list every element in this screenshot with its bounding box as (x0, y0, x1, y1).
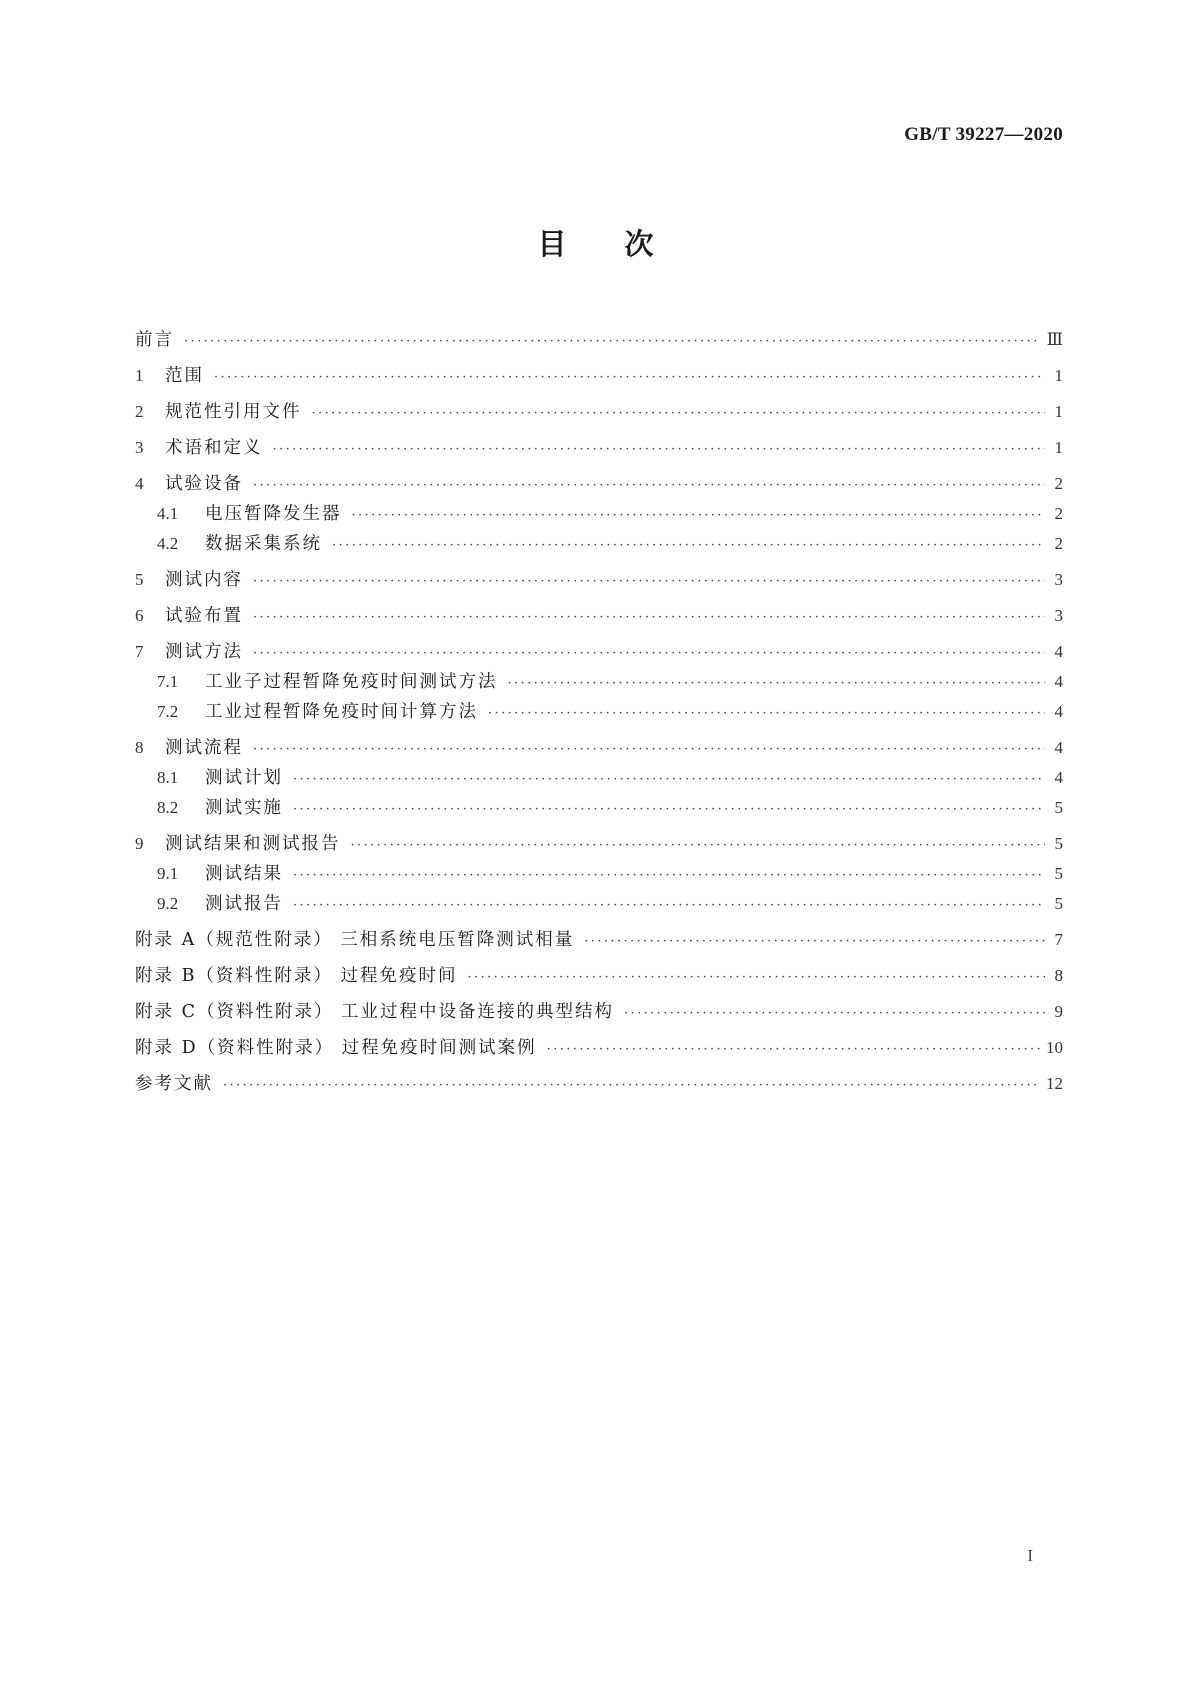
toc-entry-page: 8 (1054, 966, 1063, 985)
toc-entry-label: 测试内容 (165, 570, 243, 590)
toc-entry-page: 7 (1054, 930, 1063, 949)
toc-entry-page: 10 (1046, 1038, 1063, 1057)
toc-subentry[interactable] (135, 890, 1063, 920)
toc-entry[interactable] (135, 326, 1063, 356)
toc-dot-leader (468, 970, 1046, 985)
toc-entry[interactable] (135, 566, 1063, 596)
toc-dot-leader (351, 838, 1046, 853)
toc-dot-leader (293, 772, 1045, 787)
toc-dot-leader (293, 802, 1045, 817)
toc-dot-leader (293, 898, 1045, 913)
toc-entry-label: 工业过程暂降免疫时间计算方法 (205, 702, 478, 722)
toc-entry-label: 测试结果和测试报告 (165, 834, 341, 854)
toc-entry-page: 1 (1054, 402, 1063, 421)
toc-entry-label: 电压暂降发生器 (205, 504, 342, 524)
toc-entry[interactable] (135, 1070, 1063, 1100)
toc-entry-page: 3 (1054, 570, 1063, 589)
toc-entry-label: 测试方法 (165, 642, 243, 662)
toc-dot-leader (253, 610, 1045, 625)
toc-entry[interactable] (135, 830, 1063, 860)
toc-entry[interactable] (135, 962, 1063, 992)
toc-entry[interactable] (135, 998, 1063, 1028)
toc-dot-leader (253, 742, 1045, 757)
toc-entry-page: 4 (1054, 642, 1063, 661)
toc-entry-page: 2 (1054, 534, 1063, 553)
page-number: I (1027, 1546, 1033, 1565)
toc-list (135, 326, 1063, 1100)
toc-entry-page: 1 (1054, 366, 1063, 385)
toc-dot-leader (253, 478, 1045, 493)
toc-entry-label: 附录 D（资料性附录） 过程免疫时间测试案例 (135, 1038, 537, 1058)
toc-dot-leader (312, 406, 1046, 421)
toc-dot-leader (184, 334, 1041, 349)
toc-title: 目次 (537, 227, 712, 261)
toc-entry-number: 8.2 (157, 798, 179, 817)
toc-entry-number: 3 (135, 438, 144, 457)
toc-entry[interactable] (135, 470, 1063, 500)
toc-entry-label: 附录 B（资料性附录） 过程免疫时间 (135, 966, 458, 986)
toc-dot-leader (273, 442, 1046, 457)
toc-entry-label: 范围 (165, 366, 204, 386)
toc-entry[interactable] (135, 434, 1063, 464)
toc-entry-page: 12 (1046, 1074, 1063, 1093)
toc-entry-label: 附录 A（规范性附录） 三相系统电压暂降测试相量 (135, 930, 575, 950)
toc-subentry[interactable] (135, 794, 1063, 824)
toc-dot-leader (332, 538, 1045, 553)
toc-entry-number: 5 (135, 570, 144, 589)
toc-subentry[interactable] (135, 764, 1063, 794)
toc-entry-page: 2 (1054, 474, 1063, 493)
toc-entry-number: 4.1 (157, 504, 179, 523)
toc-subentry[interactable] (135, 668, 1063, 698)
toc-entry-page: 4 (1054, 768, 1063, 787)
toc-entry-label: 测试报告 (205, 894, 283, 914)
toc-entry-number: 7.1 (157, 672, 179, 691)
toc-entry-number: 1 (135, 366, 144, 385)
toc-entry-page: 3 (1054, 606, 1063, 625)
toc-entry[interactable] (135, 362, 1063, 392)
toc-entry-page: 5 (1054, 834, 1063, 853)
toc-dot-leader (624, 1006, 1045, 1021)
toc-entry[interactable] (135, 734, 1063, 764)
toc-entry-page: 5 (1054, 894, 1063, 913)
toc-entry-label: 试验设备 (165, 474, 243, 494)
toc-dot-leader (253, 574, 1045, 589)
toc-subentry[interactable] (135, 860, 1063, 890)
toc-entry-label: 术语和定义 (165, 438, 263, 458)
toc-entry[interactable] (135, 926, 1063, 956)
toc-entry-page: 2 (1054, 504, 1063, 523)
toc-entry[interactable] (135, 602, 1063, 632)
toc-entry-label: 试验布置 (165, 606, 243, 626)
toc-subentry[interactable] (135, 500, 1063, 530)
toc-entry[interactable] (135, 398, 1063, 428)
toc-entry-number: 8.1 (157, 768, 179, 787)
toc-entry-number: 6 (135, 606, 144, 625)
toc-dot-leader (293, 868, 1045, 883)
standard-code: GB/T 39227—2020 (904, 124, 1063, 145)
toc-entry-number: 9.1 (157, 864, 179, 883)
toc-entry-number: 8 (135, 738, 144, 757)
toc-entry-number: 7.2 (157, 702, 179, 721)
toc-entry-label: 前言 (135, 330, 174, 350)
toc-entry-number: 4.2 (157, 534, 179, 553)
toc-entry-label: 测试实施 (205, 798, 283, 818)
toc-entry[interactable] (135, 1034, 1063, 1064)
toc-dot-leader (352, 508, 1046, 523)
toc-dot-leader (214, 370, 1045, 385)
toc-entry-label: 工业子过程暂降免疫时间测试方法 (205, 672, 498, 692)
toc-dot-leader (584, 934, 1045, 949)
toc-entry-page: 5 (1054, 798, 1063, 817)
toc-entry-page: 4 (1054, 738, 1063, 757)
toc-dot-leader (488, 706, 1045, 721)
toc-entry-page: 5 (1054, 864, 1063, 883)
toc-entry-page: 4 (1054, 702, 1063, 721)
toc-entry-number: 2 (135, 402, 144, 421)
toc-entry-number: 9.2 (157, 894, 179, 913)
toc-entry-label: 附录 C（资料性附录） 工业过程中设备连接的典型结构 (135, 1002, 615, 1022)
toc-entry-page: 1 (1054, 438, 1063, 457)
toc-entry-label: 参考文献 (135, 1074, 213, 1094)
toc-entry-label: 数据采集系统 (205, 534, 322, 554)
toc-entry-label: 测试结果 (205, 864, 283, 884)
toc-entry-page: 9 (1054, 1002, 1063, 1021)
toc-entry-label: 测试流程 (165, 738, 243, 758)
toc-entry-number: 9 (135, 834, 144, 853)
toc-entry-number: 7 (135, 642, 144, 661)
toc-subentry[interactable] (135, 530, 1063, 560)
toc-entry-number: 4 (135, 474, 144, 493)
toc-entry[interactable] (135, 638, 1063, 668)
toc-dot-leader (253, 646, 1045, 661)
toc-entry-page: Ⅲ (1046, 330, 1063, 349)
toc-dot-leader (547, 1042, 1040, 1057)
toc-subentry[interactable] (135, 698, 1063, 728)
toc-entry-label: 规范性引用文件 (165, 402, 302, 422)
toc-entry-page: 4 (1054, 672, 1063, 691)
toc-dot-leader (508, 676, 1046, 691)
toc-entry-label: 测试计划 (205, 768, 283, 788)
toc-dot-leader (223, 1078, 1040, 1093)
